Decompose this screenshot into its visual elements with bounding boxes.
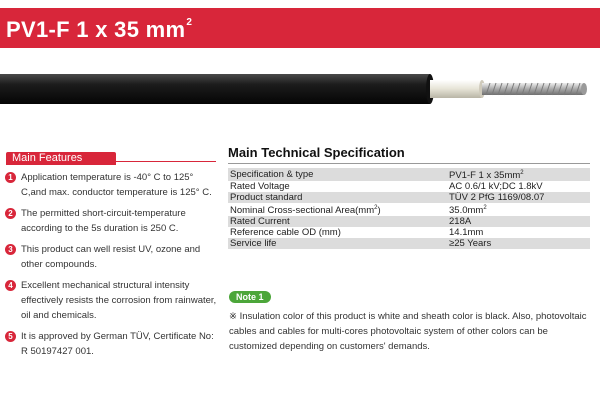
divider <box>228 163 590 164</box>
spec-value: ≥25 Years <box>437 238 590 249</box>
main-features-tab <box>6 148 216 162</box>
cable-illustration <box>0 62 600 122</box>
feature-item <box>5 206 220 236</box>
feature-text: This product can well resist UV, ozone and other compounds. <box>21 244 201 270</box>
spec-key: Nominal Cross-sectional $Area(mm^2)$ <box>230 205 381 217</box>
feature-item <box>5 278 220 323</box>
note-text: ※ Insulation color of this product is white and sheath color is black. Also, photovoltaic cables and cables for multi-cores photovoltaic system of other colors can be customized depending on customers' demands. <box>229 311 587 352</box>
feature-item <box>5 329 220 359</box>
spec-key: Specification & type <box>228 168 437 181</box>
note-badge: Note 1 <box>229 291 271 303</box>
feature-text: The permitted short-circuit-temperature according to the 5s duration is 250 C. <box>21 208 186 234</box>
spec-value: AC 0.6/1 kV;DC 1.8kV <box>449 181 543 193</box>
cable-conductor <box>482 83 587 95</box>
spec-value: $35.0mm^2$ <box>449 205 487 217</box>
feature-text: Application temperature is -40° C to 125° C,and max. conductor temperature is 125° C. <box>21 172 212 198</box>
feature-text: Excellent mechanical structural intensity effectively resists the corrosion from rainwater, oil and chemicals. <box>21 280 217 321</box>
spec-key: Service life <box>228 238 437 249</box>
feature-number-badge: 2 <box>5 208 16 219</box>
table-row <box>228 168 590 181</box>
table-row <box>228 238 590 249</box>
feature-number-badge: 3 <box>5 244 16 255</box>
features-list <box>5 170 220 365</box>
spec-key: Reference cable OD (mm) <box>230 227 341 239</box>
spec-value: PV1-F 1 x $35mm^2$ <box>437 168 590 181</box>
page-title: PV1-F 1 x 35 $mm^2$ <box>6 16 193 42</box>
table-row <box>228 216 590 227</box>
table-row <box>228 203 590 216</box>
spec-table <box>228 168 590 249</box>
spec-value: 218A <box>437 216 590 227</box>
cable-insulation <box>430 80 482 98</box>
table-row <box>228 227 590 238</box>
title-banner <box>0 8 600 48</box>
feature-item <box>5 170 220 200</box>
cable-sheath <box>0 74 430 104</box>
spec-key: Rated Voltage <box>230 181 290 193</box>
spec-heading: Main Technical Specification <box>228 145 405 160</box>
feature-text: It is approved by German TÜV, Certificate No: R 50197427 001. <box>21 331 214 357</box>
spec-value: 14.1mm <box>449 227 484 239</box>
feature-number-badge: 1 <box>5 172 16 183</box>
table-row <box>228 192 590 203</box>
feature-item <box>5 242 220 272</box>
spec-key: Product standard <box>228 192 437 203</box>
table-row <box>228 181 590 192</box>
spec-key: Rated Current <box>228 216 437 227</box>
main-features-heading: Main Features <box>6 152 116 165</box>
feature-number-badge: 4 <box>5 280 16 291</box>
spec-value: TÜV 2 PfG 1169/08.07 <box>437 192 590 203</box>
feature-number-badge: 5 <box>5 331 16 342</box>
